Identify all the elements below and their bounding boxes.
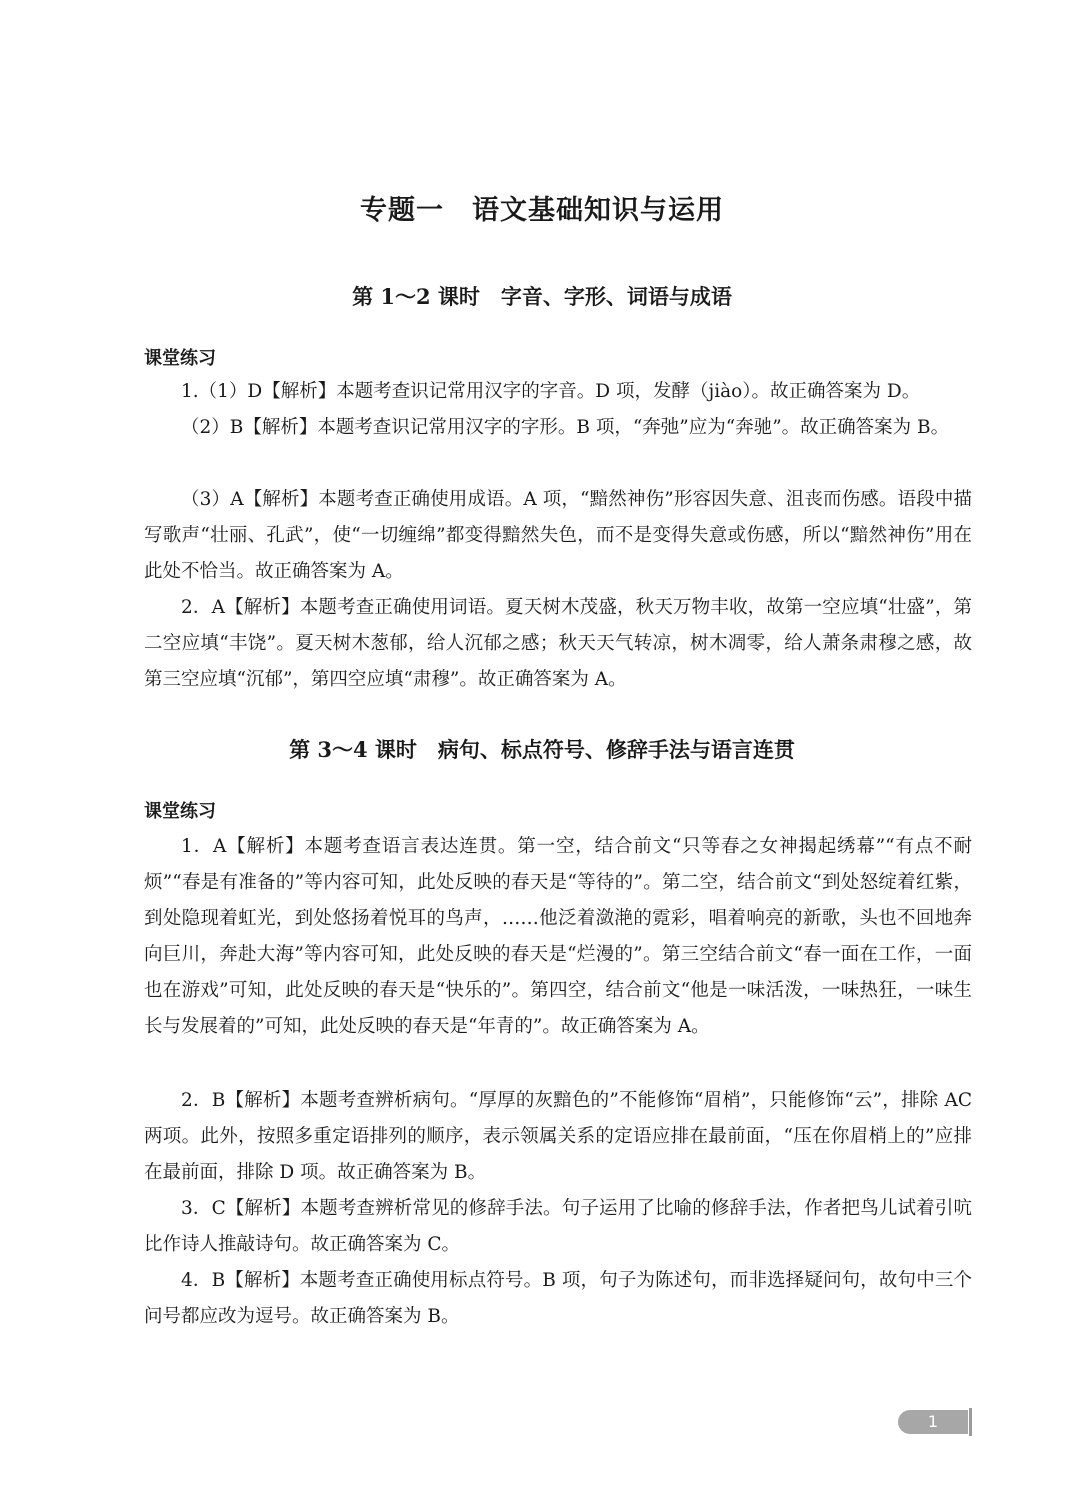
chapter-title: 专题一 语文基础知识与运用 (360, 195, 724, 226)
answer-paragraph: 3．C【解析】本题考查辨析常见的修辞手法。句子运用了比喻的修辞手法，作者把鸟儿试着引吭比作诗人推敲诗句。故正确答案为 C。 (144, 1198, 972, 1255)
answer-paragraph: 1．A【解析】本题考查语言表达连贯。第一空，结合前文“只等春之女神揭起绣幕”“有点不耐烦”“春是有准备的”等内容可知，此处反映的春天是“等待的”。第二空，结合前文“到处怒绽着红紫，到处隐现着虹光，到处悠扬着悦耳的鸟声，……他泛着潋滟的霓彩，唱着响亮的新歌，头也不回地奔向巨川，奔赴大海”等内容可知，此处反映的春天是“烂漫的”。第三空结合前文“春一面在工作，一面也在游戏”可知，此处反映的春天是“快乐的”。第四空，结合前文“他是一味活泼，一味热狂，一味生长与发展着的”可知，此处反映的春天是“年青的”。故正确答案为 A。 (144, 836, 972, 1037)
lesson-heading-1: 第 1～2 课时 字音、字形、词语与成语 (352, 284, 732, 309)
answer-paragraph: 1.（1）D【解析】本题考查识记常用汉字的字音。D 项，发酵（jiào）。故正确答案为 D。 (181, 381, 921, 402)
lesson-heading-2: 第 3～4 课时 病句、标点符号、修辞手法与语言连贯 (289, 737, 795, 762)
page-number-tab (898, 1410, 968, 1434)
answer-paragraph: 2．A【解析】本题考查正确使用词语。夏天树木茂盛，秋天万物丰收，故第一空应填“壮盛”，第二空应填“丰饶”。夏天树木葱郁，给人沉郁之感；秋天天气转凉，树木凋零，给人萧条肃穆之感，故第三空应填“沉郁”，第四空应填“肃穆”。故正确答案为 A。 (144, 597, 972, 690)
page-number: 1 (927, 1412, 939, 1431)
answer-paragraph: （2）B【解析】本题考查识记常用汉字的字形。B 项，“奔弛”应为“奔驰”。故正确答案为 B。 (181, 417, 950, 438)
section-label-1: 课堂练习 (144, 348, 216, 369)
answer-paragraph: （3）A【解析】本题考查正确使用成语。A 项，“黯然神伤”形容因失意、沮丧而伤感。语段中描写歌声“壮丽、孔武”，使“一切缠绵”都变得黯然失色，而不是变得失意或伤感，所以“黯然神伤”用在此处不恰当。故正确答案为 A。 (144, 489, 972, 582)
answer-paragraph: 2．B【解析】本题考查辨析病句。“厚厚的灰黯色的”不能修饰“眉梢”，只能修饰“云”，排除 AC 两项。此外，按照多重定语排列的顺序，表示领属关系的定语应排在最前面，“压在你眉梢上的”应排在最前面，排除 D 项。故正确答案为 B。 (144, 1090, 972, 1183)
page-edge-bar (969, 1408, 972, 1436)
section-label-2: 课堂练习 (144, 801, 216, 822)
answer-paragraph: 4．B【解析】本题考查正确使用标点符号。B 项，句子为陈述句，而非选择疑问句，故句中三个问号都应改为逗号。故正确答案为 B。 (144, 1270, 972, 1327)
